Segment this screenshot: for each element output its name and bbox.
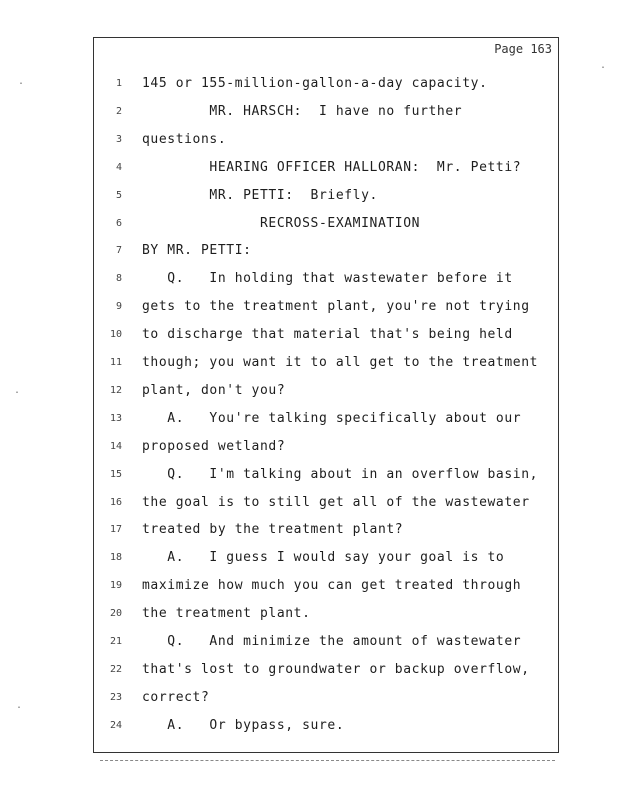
line-number: 16	[109, 496, 122, 508]
transcript-line: to discharge that material that's being held	[142, 327, 513, 343]
line-number: 10	[109, 329, 122, 341]
transcript-line: treated by the treatment plant?	[142, 522, 404, 538]
transcript-line: HEARING OFFICER HALLORAN: Mr. Petti?	[142, 159, 522, 175]
transcript-line: the treatment plant.	[142, 606, 311, 622]
transcript-line: correct?	[142, 689, 210, 705]
line-number: 5	[115, 189, 122, 201]
line-number: 7	[115, 245, 122, 257]
line-number: 11	[109, 357, 122, 368]
margin-mark: .	[600, 60, 607, 71]
transcript-line: gets to the treatment plant, you're not trying	[142, 299, 530, 315]
line-number: 2	[115, 105, 122, 117]
line-number: 8	[115, 273, 122, 285]
page-number: Page 163	[494, 42, 552, 56]
transcript-line: maximize how much you can get treated through	[142, 578, 522, 594]
transcript-line: A. You're talking specifically about our	[142, 410, 522, 426]
line-number: 13	[109, 412, 122, 424]
line-number: 15	[109, 468, 122, 480]
transcript-line: though; you want it to all get to the treatment	[142, 355, 539, 370]
margin-mark: .	[14, 385, 21, 396]
transcript-line: Q. I'm talking about in an overflow basin,	[142, 466, 539, 482]
transcript-line: MR. PETTI: Briefly.	[142, 187, 378, 203]
page-footer-rule	[100, 760, 555, 761]
margin-mark: .	[16, 700, 23, 711]
transcript-line: A. I guess I would say your goal is to	[142, 550, 505, 566]
transcript-line: MR. HARSCH: I have no further	[142, 103, 463, 119]
transcript-line: BY MR. PETTI:	[142, 243, 252, 259]
line-number: 9	[115, 301, 122, 313]
line-number: 19	[109, 580, 122, 592]
transcript-line: 145 or 155-million-gallon-a-day capacity.	[142, 76, 488, 91]
line-number: 23	[109, 691, 122, 703]
line-number: 24	[109, 719, 122, 731]
line-number: 18	[109, 552, 122, 564]
line-number: 4	[115, 161, 122, 173]
transcript-line: plant, don't you?	[142, 382, 286, 398]
line-number: 14	[109, 440, 122, 452]
line-number: 12	[109, 384, 122, 396]
line-number: 1	[115, 78, 122, 89]
transcript-line: Q. And minimize the amount of wastewater	[142, 634, 522, 649]
line-number: 17	[109, 524, 122, 536]
line-number: 3	[115, 133, 122, 145]
transcript-line: Q. In holding that wastewater before it	[142, 271, 513, 287]
transcript-line: proposed wetland?	[142, 438, 286, 454]
line-number: 22	[109, 663, 122, 675]
transcript-line: that's lost to groundwater or backup overflow,	[142, 661, 530, 677]
transcript-line: questions.	[142, 131, 227, 147]
line-number: 21	[109, 636, 122, 647]
transcript-line: RECROSS-EXAMINATION	[142, 215, 421, 231]
margin-mark: .	[18, 76, 25, 87]
transcript-line: A. Or bypass, sure.	[142, 717, 345, 733]
line-number: 20	[109, 608, 122, 620]
transcript-line: the goal is to still get all of the wastewater	[142, 494, 530, 510]
line-number: 6	[115, 217, 122, 229]
